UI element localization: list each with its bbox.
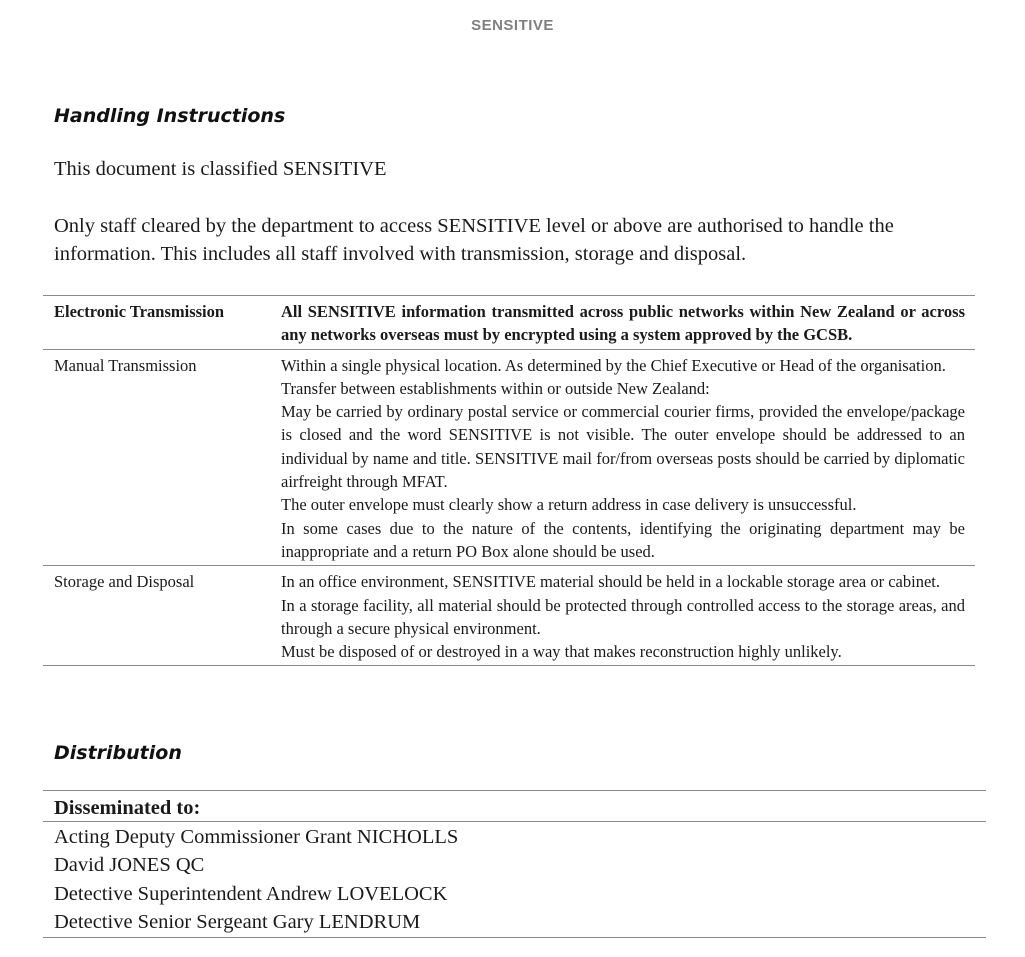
authorisation-statement: Only staff cleared by the department to access SENSITIVE level or above are authorised to handle the information. This includes all staff involved with transmission, storage and disposal. — [54, 215, 894, 265]
list-item: Acting Deputy Commissioner Grant NICHOLLS — [54, 826, 459, 848]
table-row-label: Electronic Transmission — [54, 302, 225, 321]
classification-statement: This document is classified SENSITIVE — [54, 158, 387, 180]
table-row-paragraph: Must be disposed of or destroyed in a way that makes reconstruction highly unlikely. — [281, 642, 842, 662]
table-row-label: Manual Transmission — [54, 355, 197, 375]
table-row-paragraph: In some cases due to the nature of the contents, identifying the originating department may be inappropriate and a return PO Box alone should be used. — [281, 518, 965, 561]
table-row-content — [281, 570, 965, 663]
table-row-paragraph: All SENSITIVE information transmitted across public networks within New Zealand or across any networks overseas must by encrypted using a system approved by the GCSB. — [281, 302, 965, 345]
list-item: Detective Senior Sergeant Gary LENDRUM — [54, 910, 421, 933]
table-row — [43, 350, 975, 567]
distribution-table-header: Disseminated to: — [43, 790, 986, 822]
table-row — [43, 566, 975, 666]
distribution-heading: Distribution — [54, 742, 182, 764]
handling-table — [43, 295, 975, 666]
table-row-paragraph: In an office environment, SENSITIVE material should be held in a lockable storage area or cabinet. — [281, 572, 941, 592]
recipient-list — [43, 822, 986, 938]
table-row-paragraph: May be carried by ordinary postal service or commercial courier firms, provided the envelope/package is closed and the word SENSITIVE is not visible. The outer envelope should be addressed to an individual by name and title. SENSITIVE mail for/from overseas posts should be carried by diplomatic airfreight through MFAT. — [281, 402, 965, 492]
table-row — [43, 296, 975, 350]
handling-instructions-heading: Handling Instructions — [54, 105, 286, 127]
table-row-content — [281, 354, 965, 564]
table-row-content — [281, 300, 965, 347]
table-row-paragraph: Within a single physical location. As determined by the Chief Executive or Head of the organisation. — [281, 355, 946, 375]
table-row-paragraph: Transfer between establishments within or outside New Zealand: — [281, 378, 710, 398]
table-row-paragraph: In a storage facility, all material should be protected through controlled access to the storage areas, and through a secure physical environment. — [281, 595, 965, 638]
table-row-label: Storage and Disposal — [54, 572, 195, 592]
classification-header: SENSITIVE — [471, 17, 554, 34]
distribution-table — [43, 790, 986, 938]
list-item: Detective Superintendent Andrew LOVELOCK — [54, 882, 448, 905]
table-row-paragraph: The outer envelope must clearly show a return address in case delivery is unsuccessful. — [281, 495, 857, 515]
list-item: David JONES QC — [54, 854, 205, 877]
